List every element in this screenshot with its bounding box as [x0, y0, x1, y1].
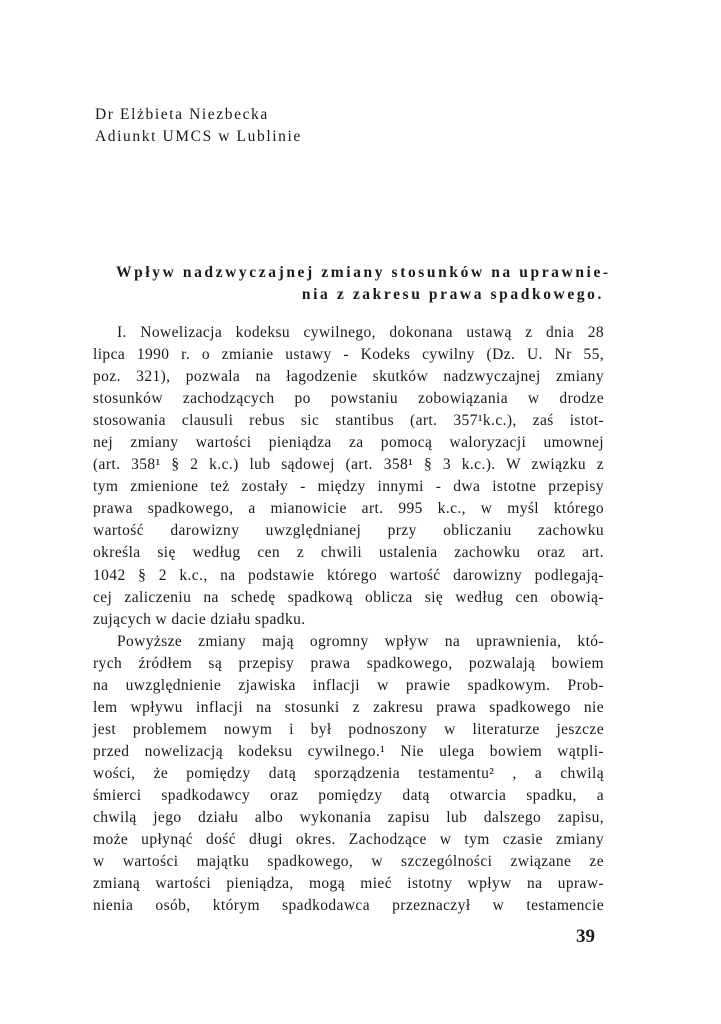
text-line: stosowania clausuli rebus sic stantibus (art. 357¹k.c.), zaś istot- — [93, 412, 604, 430]
text-line: wartość darowizny uwzględnianej przy obliczaniu zachowku — [93, 522, 604, 540]
text-line: w wartości majątku spadkowego, w szczególności związane ze — [93, 853, 604, 871]
title-line-1: Wpływ nadzwyczajnej zmiany stosunków na uprawnie- — [116, 264, 611, 281]
text-line: stosunków zachodzących po powstaniu zobowiązania w drodze — [93, 390, 604, 408]
text-line: wości, że pomiędzy datą sporządzenia testamentu² , a chwilą — [93, 764, 604, 782]
text-line: (art. 358¹ § 2 k.c.) lub sądowej (art. 358¹ § 3 k.c.). W związku z — [93, 456, 604, 474]
text-line: może upłynąć dość długi okres. Zachodzące w tym czasie zmiany — [93, 831, 604, 849]
text-line: poz. 321), pozwala na łagodzenie skutków nadzwyczajnej zmiany — [93, 368, 604, 386]
author-block — [95, 104, 302, 148]
body-text — [93, 322, 604, 917]
text-line: zmianą wartości pieniądza, mogą mieć istotny wpływ na upraw- — [93, 875, 604, 893]
text-line: określa się według cen z chwili ustalenia zachowku oraz art. — [93, 544, 604, 562]
text-line: rych źródłem są przepisy prawa spadkowego, pozwalają bowiem — [93, 654, 604, 672]
text-line: I. Nowelizacja kodeksu cywilnego, dokonana ustawą z dnia 28 — [117, 324, 604, 341]
text-line: chwilą jego działu albo wykonania zapisu lub dalszego zapisu, — [93, 809, 604, 827]
text-line: cej zaliczeniu na schedę spadkową oblicza się według cen obowią- — [93, 588, 604, 606]
article-title — [116, 262, 611, 306]
text-line: jest problemem nowym i był podnoszony w literaturze jeszcze — [93, 720, 604, 738]
text-line: nej zmiany wartości pieniądza za pomocą waloryzacji umownej — [93, 434, 604, 452]
text-line: 1042 § 2 k.c., na podstawie którego wartość darowizny podlegają- — [93, 566, 604, 584]
text-line: śmierci spadkodawcy oraz pomiędzy datą otwarcia spadku, a — [93, 786, 604, 804]
title-line-2: nia z zakresu prawa spadkowego. — [301, 286, 604, 303]
author-affiliation: Adiunkt UMCS w Lublinie — [95, 128, 302, 145]
author-name: Dr Elżbieta Niezbecka — [95, 106, 269, 123]
text-line: Powyższe zmiany mają ogromny wpływ na uprawnienia, któ- — [117, 632, 604, 650]
text-line: lem wpływu inflacji na stosunki z zakresu prawa spadkowego nie — [93, 698, 604, 716]
text-line: na uwzględnienie zjawiska inflacji w prawie spadkowym. Prob- — [93, 676, 604, 694]
text-line: przed nowelizacją kodeksu cywilnego.¹ Nie ulega bowiem wątpli- — [93, 742, 604, 760]
text-line: nienia osób, którym spadkodawca przeznaczył w testamencie — [93, 897, 604, 915]
page-number: 39 — [576, 926, 595, 947]
text-line: tym zmienione też zostały - między innymi - dwa istotne przepisy — [93, 478, 604, 496]
text-line: zujących w dacie działu spadku. — [93, 610, 306, 628]
text-line: prawa spadkowego, a mianowicie art. 995 k.c., w myśl którego — [93, 500, 604, 518]
text-line: lipca 1990 r. o zmianie ustawy - Kodeks cywilny (Dz. U. Nr 55, — [93, 346, 604, 364]
